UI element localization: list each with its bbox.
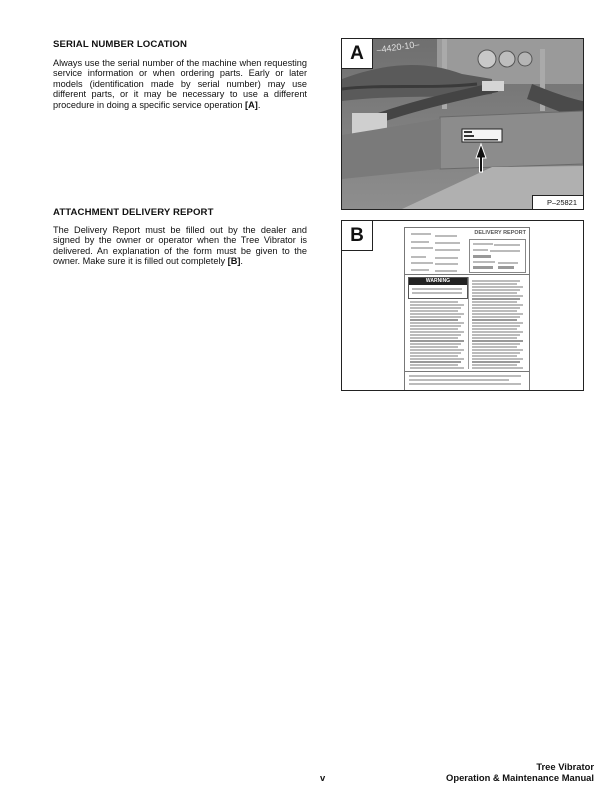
serial-number-body: Always use the serial number of the machine when requesting service information or when ordering parts. Early or later models (identification made by serial number) may use different parts, or it may be necessary to use a different procedure in doing a specific service operation [53, 58, 307, 110]
form-text-line [472, 283, 517, 285]
form-text-line [410, 343, 461, 345]
form-text-line [410, 322, 464, 324]
form-text-line [472, 301, 517, 303]
page-number: v [320, 772, 326, 783]
form-text-line [410, 325, 461, 327]
form-text-line [472, 289, 520, 291]
manual-title-line-2: Operation & Maintenance Manual [446, 772, 594, 783]
form-text-line [472, 280, 520, 282]
form-text-line [410, 352, 461, 354]
form-text-line [410, 328, 458, 330]
form-text-line [410, 364, 458, 366]
delivery-report-form-illustration [404, 227, 530, 391]
form-text-line [410, 340, 464, 342]
form-text-line [472, 304, 523, 306]
form-text-line [472, 367, 523, 369]
form-text-line [410, 304, 464, 306]
figure-b-delivery-report [341, 220, 584, 391]
form-text-line [410, 361, 461, 363]
form-text-line [472, 310, 517, 312]
form-text-line [472, 334, 520, 336]
hose-marking-text: –4420-10– [375, 39, 420, 55]
form-text-line [472, 286, 523, 288]
form-info-box [469, 239, 526, 273]
period: . [240, 256, 243, 267]
form-text-line [410, 355, 458, 357]
form-text-line [410, 337, 458, 339]
frame-tube [440, 111, 583, 169]
serial-plate-photo-illustration [342, 39, 583, 209]
form-text-line [410, 301, 458, 303]
serial-number-paragraph [53, 58, 307, 110]
form-text-line [410, 307, 461, 309]
form-text-line [472, 358, 523, 360]
form-text-line [410, 331, 464, 333]
delivery-report-heading: ATTACHMENT DELIVERY REPORT [53, 207, 214, 218]
form-text-line [410, 316, 461, 318]
delivery-report-paragraph [53, 225, 307, 267]
figure-a-label: A [342, 39, 373, 69]
form-text-line [472, 313, 523, 315]
form-text-line [472, 307, 520, 309]
form-text-line [472, 364, 517, 366]
form-text-line [472, 361, 520, 363]
form-text-line [472, 295, 523, 297]
form-text-line [410, 346, 458, 348]
form-text-line [410, 319, 458, 321]
form-text-line [472, 349, 523, 351]
form-text-line [472, 346, 517, 348]
figure-b-label: B [342, 221, 373, 251]
delivery-report-body: The Delivery Report must be filled out by the dealer and signed by the owner or operator when the Tree Vibrator is delivered. An explanation of the form must be given to the owner. Make sure it is filled out completely [53, 225, 307, 267]
form-text-line [472, 331, 523, 333]
form-warning-box [408, 277, 468, 299]
form-text-line [410, 358, 464, 360]
form-title: DELIVERY REPORT [474, 230, 526, 236]
form-text-line [472, 325, 520, 327]
manual-title [446, 761, 594, 783]
form-text-line [410, 313, 464, 315]
form-text-line [472, 355, 517, 357]
period: . [257, 99, 261, 110]
form-text-line [472, 292, 517, 294]
form-text-line [472, 322, 523, 324]
figure-b-reference: [B] [227, 256, 241, 267]
manual-title-line-1: Tree Vibrator [536, 761, 594, 772]
form-text-line [472, 343, 520, 345]
form-text-line [472, 328, 517, 330]
form-text-line [472, 316, 520, 318]
serial-number-heading: SERIAL NUMBER LOCATION [53, 39, 188, 50]
form-text-line [472, 298, 520, 300]
form-text-line [410, 334, 461, 336]
figure-a-reference: [A] [245, 99, 258, 110]
figure-a-serial-plate-photo [341, 38, 584, 210]
warning-label: WARNING [409, 278, 467, 285]
form-text-line [472, 337, 517, 339]
form-text-line [472, 352, 520, 354]
form-text-line [472, 319, 517, 321]
photo-reference-number: P–25821 [532, 195, 583, 209]
form-text-line [472, 340, 523, 342]
form-text-line [410, 310, 458, 312]
form-text-line [410, 367, 464, 369]
form-text-line [410, 349, 464, 351]
